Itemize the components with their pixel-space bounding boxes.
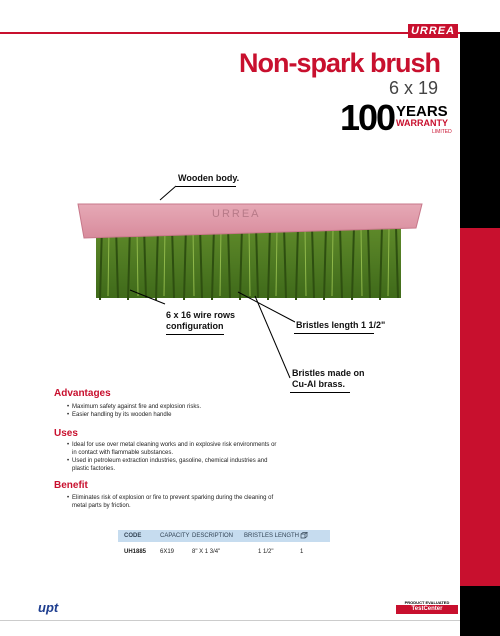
side-band-black-bottom [460,586,500,636]
warranty-years: YEARS [396,103,448,120]
cell-capacity: 6X19 [160,549,175,555]
cell-code: UH1885 [124,549,147,555]
urrea-logo: URREA [408,24,458,38]
cell-description: 8" X 1 3/4" [192,549,221,555]
header-code: CODE [124,533,142,539]
advantage-item: • Easier handling by its wooden handle [72,411,282,419]
side-band-black [460,32,500,228]
product-size: 6 x 19 [388,78,438,98]
brush-body-logo: URREA [212,208,261,220]
product-title: Non-spark brush [238,48,440,78]
use-item: • Ideal for use over metal cleaning works and in explosive risk environments or in contact with flammable substances. [72,441,282,457]
cell-quantity: 1 [300,549,304,555]
callout-wooden-body: Wooden body. [178,173,240,183]
callout-wooden-body-underline [176,186,236,187]
spec-table-header [118,530,330,542]
header-bristles-length: BRISTLES LENGTH [244,533,300,539]
callout-bristles-made-line1: Bristles made on [292,368,365,378]
uses-list [72,441,282,473]
warranty-number: 100 [340,97,395,138]
spec-table [118,530,330,558]
uses-title: Uses [54,428,78,439]
warranty-limited: LIMITED [432,129,452,135]
use-item: • Used in petroleum extraction industries, gasoline, chemical industries and plastic factories. [72,457,282,473]
side-band-red [460,228,500,586]
benefit-item: • Eliminates risk of explosion or fire to prevent sparking during the cleaning of metal parts by friction. [72,494,282,510]
test-center-logo [396,600,458,616]
box-icon [300,532,330,541]
warranty-label: WARRANTY [396,118,448,128]
callout-rows-line2: configuration [166,321,224,331]
advantage-item: • Maximum safety against fire and explosion risks. [72,403,282,411]
callout-rows-underline [166,334,224,335]
callout-bristles-made-underline [290,392,350,393]
callout-bristles-made-line2: Cu-Al brass. [292,379,346,389]
benefit-list [72,494,282,510]
callout-bristles-length-underline [294,333,374,334]
advantages-list [72,403,282,419]
table-row [118,546,330,558]
upt-logo: upt [38,600,59,615]
header-capacity: CAPACITY [160,533,190,539]
callout-bristles-length: Bristles length 1 1/2" [296,320,386,330]
test-center-label: TestCenter [396,605,458,614]
footer-rule [0,620,460,621]
callout-rows-line1: 6 x 16 wire rows [166,310,236,320]
product-evaluated-label: PRODUCT EVALUATED [404,600,450,605]
cell-bristles-length: 1 1/2" [258,549,274,555]
header-description: DESCRIPTION [192,533,234,539]
advantages-title: Advantages [54,388,111,399]
benefit-title: Benefit [54,480,88,491]
